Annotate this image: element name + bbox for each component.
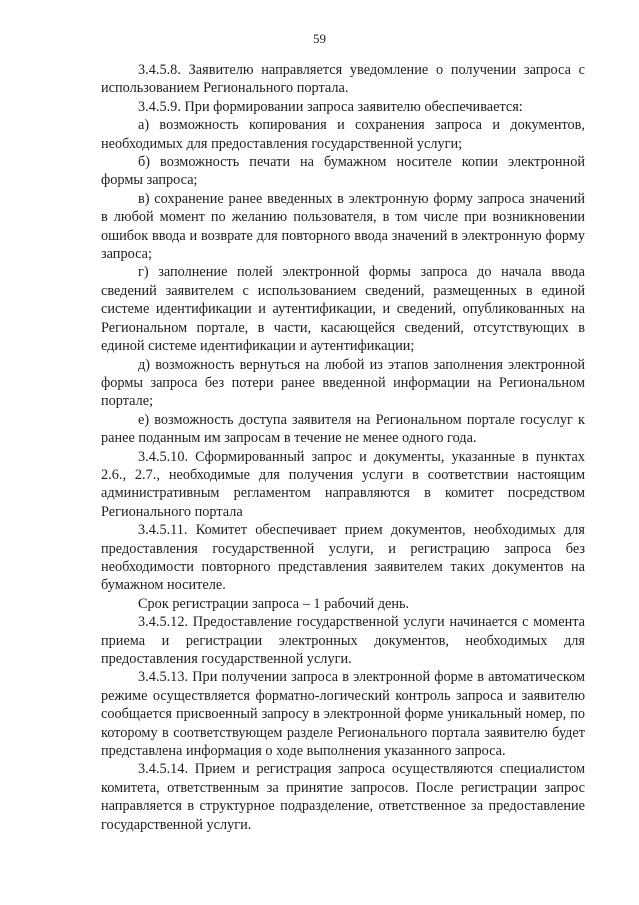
paragraph-3-4-5-9: 3.4.5.9. При формировании запроса заявителю обеспечивается:	[138, 98, 523, 115]
paragraph-3-4-5-11: 3.4.5.11. Комитет обеспечивает прием документов, необходимых для предоставления государственной услуги, и регистрацию запроса без необходимости повторного представления заявителем таких документов на бумажном носителе.	[101, 522, 585, 594]
registration-term-paragraph: Срок регистрации запроса – 1 рабочий день.	[138, 595, 410, 612]
list-item-v: в) сохранение ранее введенных в электронную форму запроса значений в любой момент по желанию пользователя, в том числе при возникновении ошибок ввода и возврате для повторного ввода значений в электронную форму запроса;	[101, 190, 585, 263]
list-item-g: г) заполнение полей электронной формы запроса до начала ввода сведений заявителем с использованием сведений, размещенных в единой системе идентификации и аутентификации, и сведений, опубликованных на Региональном портале, в части, касающейся сведений, отсутствующих в единой системе идентификации и аутентификации;	[101, 264, 585, 355]
paragraph-3-4-5-14: 3.4.5.14. Прием и регистрация запроса осуществляются специалистом комитета, ответственным за принятие запросов. После регистрации запрос направляется в структурное подразделение, ответственное за предоставление государственной услуги.	[101, 761, 585, 833]
paragraph-3-4-5-8: 3.4.5.8. Заявителю направляется уведомление о получении запроса с использованием Регионального портала.	[101, 62, 585, 97]
list-item-a: а) возможность копирования и сохранения запроса и документов, необходимых для предоставления государственной услуги;	[101, 117, 585, 152]
list-item-b: б) возможность печати на бумажном носителе копии электронной формы запроса;	[101, 154, 585, 189]
paragraph-3-4-5-10: 3.4.5.10. Сформированный запрос и документы, указанные в пунктах 2.6., 2.7., необходимые для получения услуги в соответствии настоящим административным регламентом направляются в комитет посредством Регионального портала	[101, 448, 585, 520]
paragraph-3-4-5-12: 3.4.5.12. Предоставление государственной услуги начинается с момента приема и регистрации электронных документов, необходимых для предоставления государственной услуги.	[101, 614, 585, 667]
paragraph-3-4-5-13: 3.4.5.13. При получении запроса в электронной форме в автоматическом режиме осуществляется форматно-логический контроль запроса и заявителю сообщается присвоенный запросу в электронной форме уникальный номер, по которому в соответствующем разделе Регионального портала заявителю будет представлена информация о ходе выполнения указанного запроса.	[101, 669, 585, 760]
document-body	[101, 61, 585, 834]
list-item-d: д) возможность вернуться на любой из этапов заполнения электронной формы запроса без потери ранее введенной информации на Региональном портале;	[101, 356, 585, 410]
page-number: 59	[313, 31, 326, 46]
list-item-e: е) возможность доступа заявителя на Региональном портале госуслуг к ранее поданным им запросам в течение не менее одного года.	[101, 411, 585, 447]
